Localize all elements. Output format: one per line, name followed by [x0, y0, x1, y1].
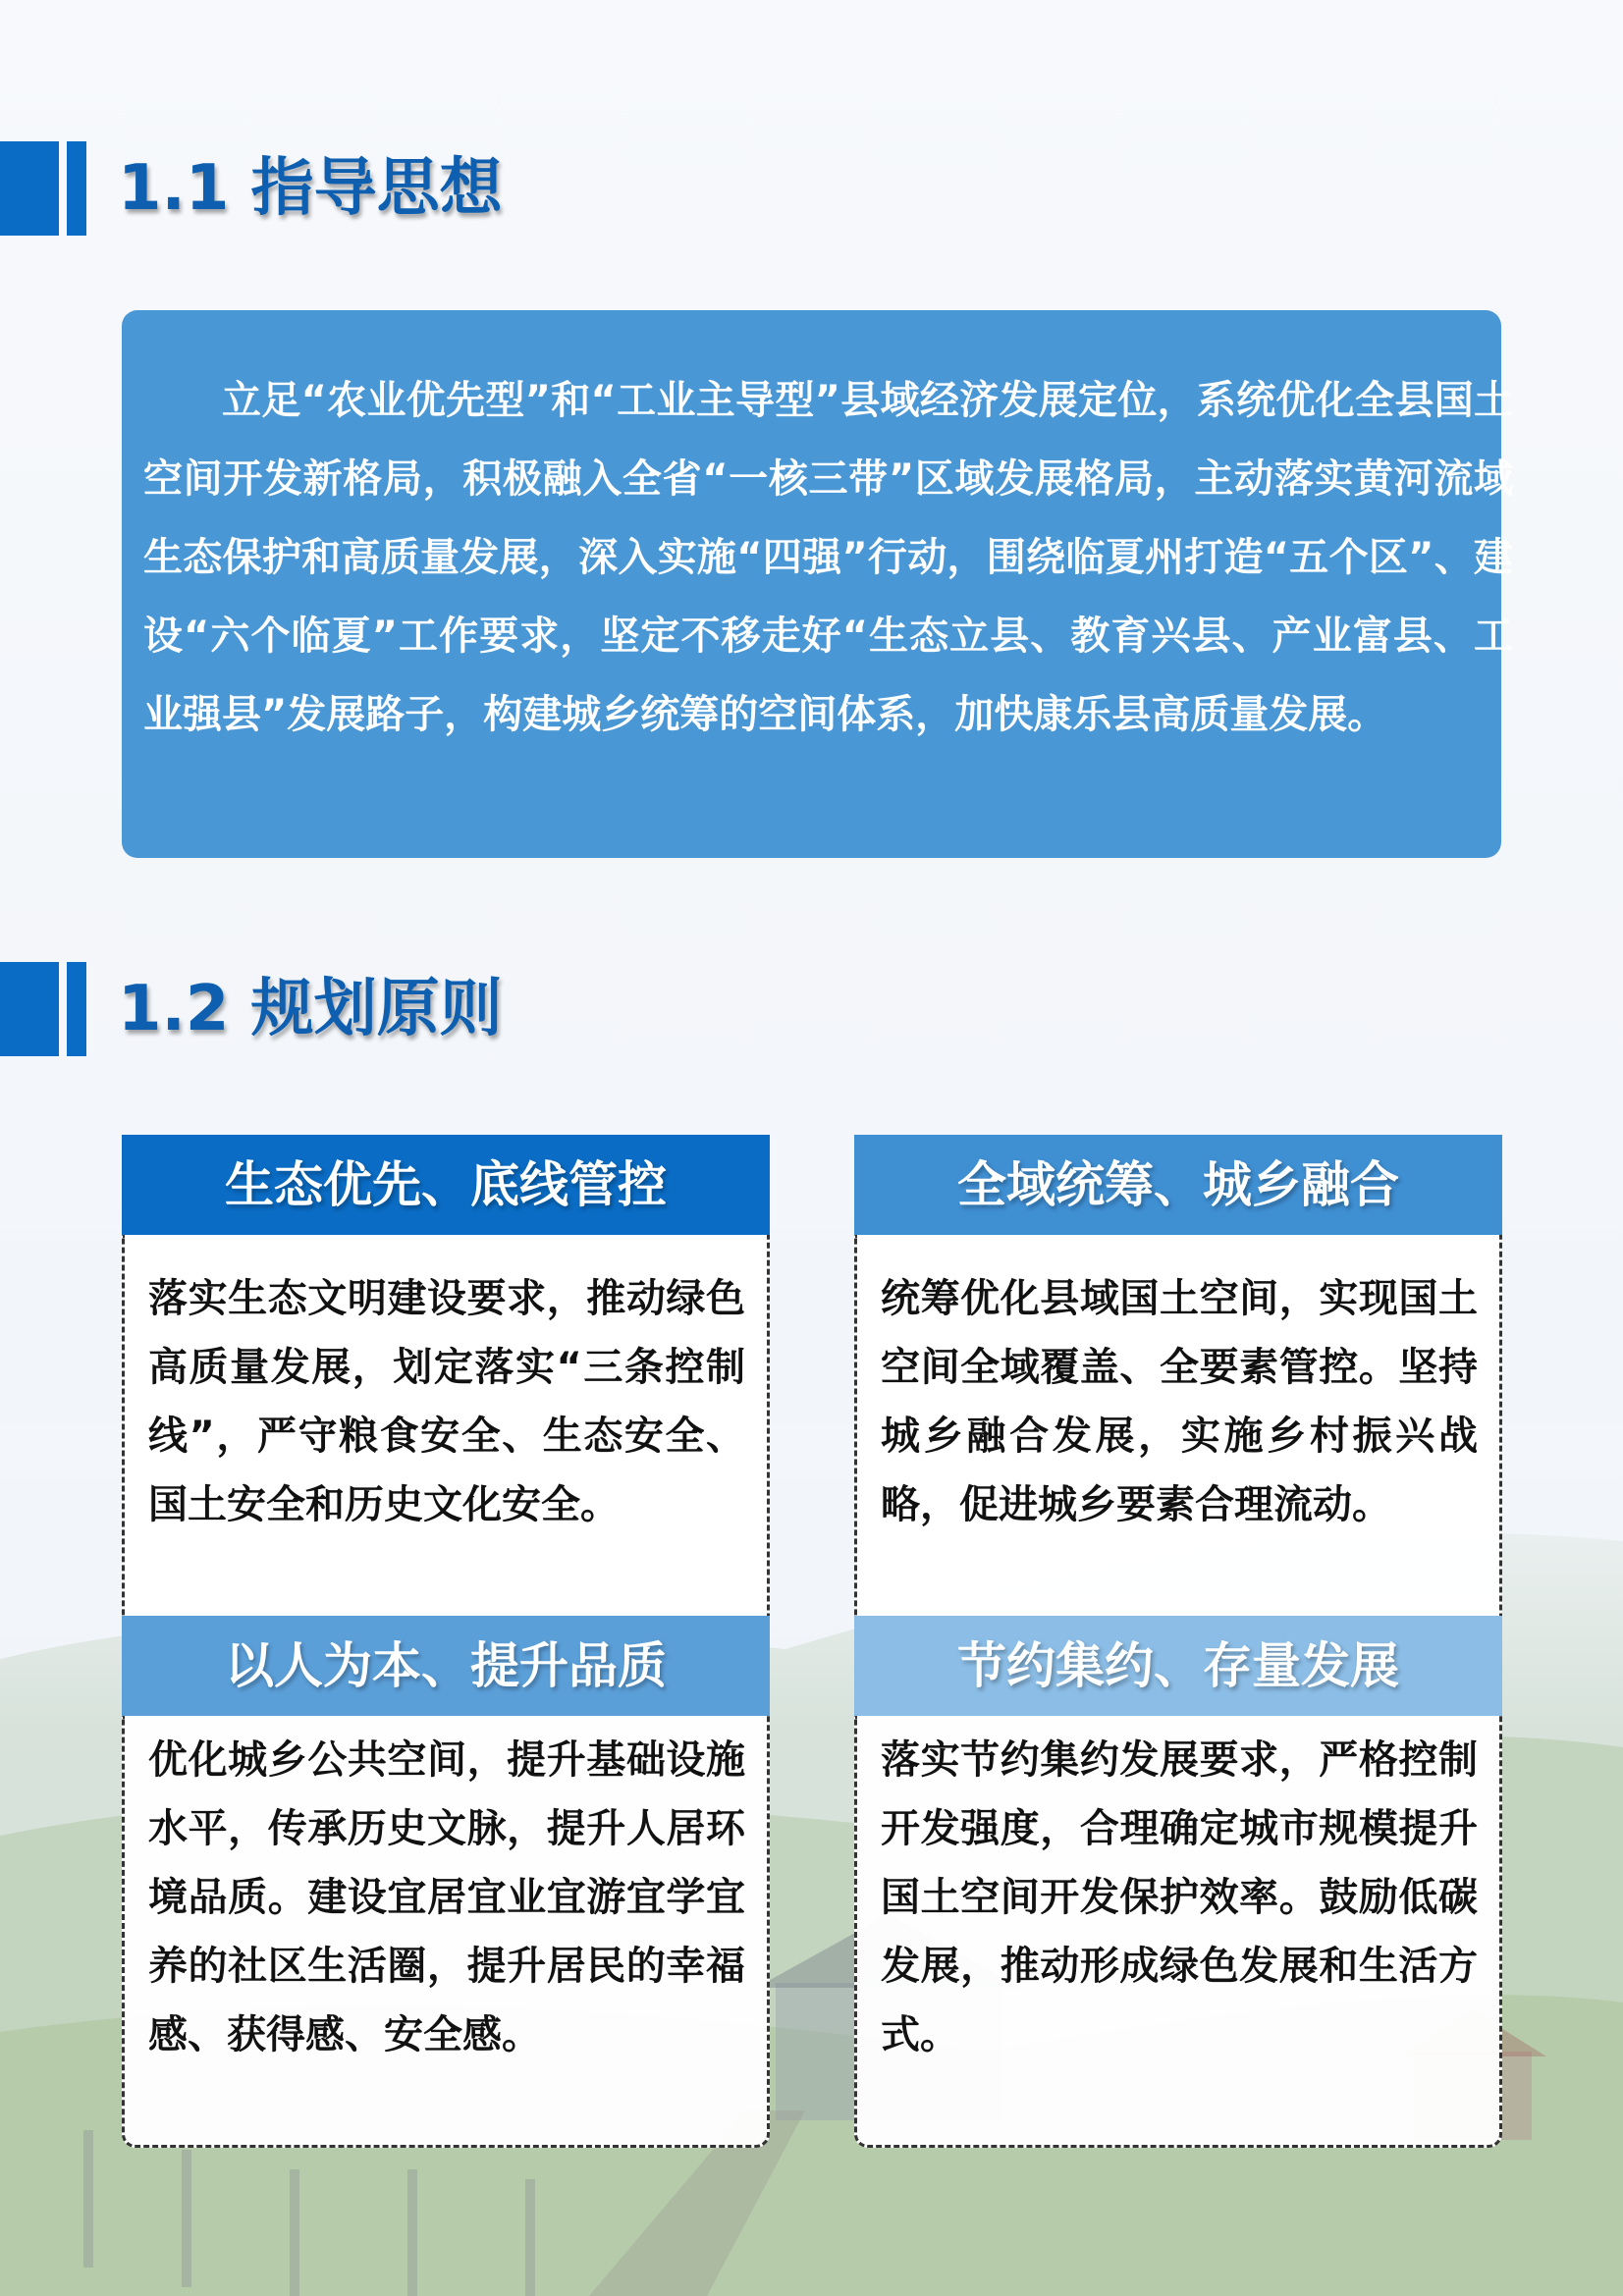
principle-card-text: 落实生态文明建设要求，推动绿色高质量发展，划定落实“三条控制线”，严守粮食安全、生态安全、国土安全和历史文化安全。 — [148, 1276, 745, 1527]
principle-card-text: 统筹优化县域国土空间，实现国土空间全域覆盖、全要素管控。坚持城乡融合发展，实施乡村振兴战略，促进城乡要素合理流动。 — [881, 1276, 1478, 1527]
principle-card-ecology — [122, 1135, 770, 1660]
principle-card-body — [854, 1235, 1502, 1660]
principle-card-title: 节约集约、存量发展 — [854, 1616, 1502, 1716]
section-marker-stripe — [67, 962, 86, 1056]
principle-card-conservation — [854, 1616, 1502, 2148]
principle-card-people — [122, 1616, 770, 2148]
section-marker-stripe — [67, 141, 86, 236]
principle-card-body — [122, 1235, 770, 1660]
principle-card-body — [854, 1716, 1502, 2148]
section-title: 1.1 指导思想 — [118, 152, 503, 225]
principle-card-title: 全域统筹、城乡融合 — [854, 1135, 1502, 1235]
principle-card-text: 落实节约集约发展要求，严格控制开发强度，合理确定城市规模提升国土空间开发保护效率。鼓励低碳发展，推动形成绿色发展和生活方式。 — [881, 1737, 1478, 2057]
section-marker-block — [0, 141, 59, 236]
section-marker-block — [0, 962, 59, 1056]
section-title: 1.2 规划原则 — [118, 973, 503, 1045]
principle-card-integration — [854, 1135, 1502, 1660]
section-header-guiding — [0, 141, 884, 236]
principle-card-title: 生态优先、底线管控 — [122, 1135, 770, 1235]
section-header-principles — [0, 962, 884, 1056]
principle-card-body — [122, 1716, 770, 2148]
guiding-thought-panel — [122, 310, 1513, 858]
guiding-thought-text: 立足“农业优先型”和“工业主导型”县域经济发展定位，系统优化全县国土空间开发新格局，积极融入全省“一核三带”区域发展格局，主动落实黄河流域生态保护和高质量发展，深入实施“四强”行动，围绕临夏州打造“五个区”、建设“六个临夏”工作要求，坚定不移走好“生态立县、教育兴县、产业富县、工业强县”发展路子，构建城乡统筹的空间体系，加快康乐县高质量发展。 — [143, 378, 1513, 737]
principle-card-title: 以人为本、提升品质 — [122, 1616, 770, 1716]
principle-card-text: 优化城乡公共空间，提升基础设施水平，传承历史文脉，提升人居环境品质。建设宜居宜业宜游宜学宜养的社区生活圈，提升居民的幸福感、获得感、安全感。 — [148, 1737, 745, 2057]
